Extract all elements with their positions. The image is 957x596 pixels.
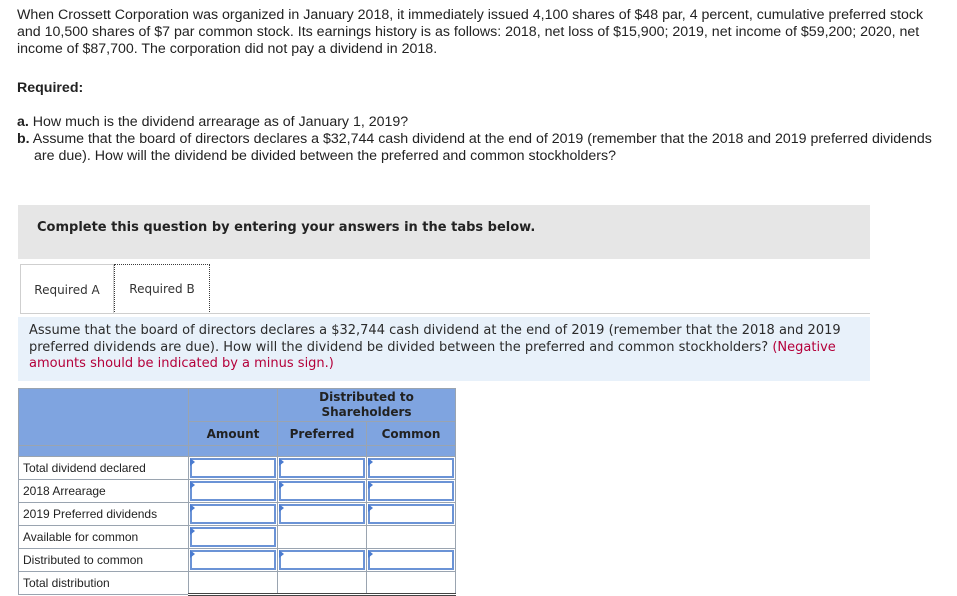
distributed-common-common-input[interactable] bbox=[367, 549, 456, 572]
available-common-empty-cell bbox=[367, 526, 456, 549]
row-label-header bbox=[19, 389, 189, 446]
total-declared-amount-input[interactable] bbox=[189, 457, 278, 480]
preferred-dividends-amount-input[interactable] bbox=[189, 503, 278, 526]
table-row bbox=[19, 480, 456, 503]
total-declared-common-input[interactable] bbox=[367, 457, 456, 480]
requirement-a bbox=[17, 114, 937, 131]
tab-required-b[interactable]: Required B bbox=[114, 264, 210, 314]
arrearage-amount-input[interactable] bbox=[189, 480, 278, 503]
requirement-b bbox=[17, 131, 937, 165]
arrearage-common-input[interactable] bbox=[367, 480, 456, 503]
total-distribution-preferred-cell bbox=[278, 572, 367, 595]
tab-divider bbox=[20, 313, 870, 314]
preferred-dividends-preferred-input[interactable] bbox=[278, 503, 367, 526]
table-row bbox=[19, 572, 456, 595]
table-row bbox=[19, 549, 456, 572]
requirement-b-letter: b. bbox=[17, 131, 30, 147]
requirement-b-text: Assume that the board of directors declares a $32,744 cash dividend at the end of 2019 (remember that the 2018 and 2019 preferred dividends are due). How will the dividend be divided between the preferred and common stockholders? bbox=[32, 131, 932, 164]
tab-required-a[interactable]: Required A bbox=[20, 264, 114, 314]
row-label: Total distribution bbox=[19, 572, 189, 595]
preferred-dividends-common-input[interactable] bbox=[367, 503, 456, 526]
problem-statement: When Crossett Corporation was organized in January 2018, it immediately issued 4,100 shares of $48 par, 4 percent, cumulative preferred stock and 10,500 shares of $7 par common stock. Its earnings history is as follows: 2018, net loss of $15,900; 2019, net income of $59,200; 2020, net income of $87,700. The corporation did not pay a dividend in 2018. bbox=[17, 7, 924, 57]
total-distribution-common-cell bbox=[367, 572, 456, 595]
total-declared-preferred-input[interactable] bbox=[278, 457, 367, 480]
row-label: Distributed to common bbox=[19, 549, 189, 572]
amount-header-spacer bbox=[189, 389, 278, 422]
instructions-text: Assume that the board of directors declares a $32,744 cash dividend at the end of 2019 (remember that the 2018 and 2019 preferred dividends are due). How will the dividend be divided between the preferred and common stockholders? bbox=[29, 323, 841, 355]
distributed-common-preferred-input[interactable] bbox=[278, 549, 367, 572]
negative-amount-note: (Negative amounts should be indicated by a minus sign.) bbox=[29, 339, 836, 371]
banner-text: Complete this question by entering your answers in the tabs below. bbox=[37, 220, 536, 235]
header-spacer bbox=[189, 446, 278, 457]
table-row bbox=[19, 526, 456, 549]
distributed-common-amount-input[interactable] bbox=[189, 549, 278, 572]
available-common-amount-input[interactable] bbox=[189, 526, 278, 549]
question-instructions bbox=[18, 317, 870, 381]
dividend-distribution-table bbox=[18, 388, 456, 596]
tab-bar bbox=[20, 264, 870, 314]
header-spacer bbox=[19, 446, 189, 457]
row-label: Total dividend declared bbox=[19, 457, 189, 480]
available-common-empty-cell bbox=[278, 526, 367, 549]
common-column-header: Common bbox=[367, 422, 456, 446]
requirement-a-text: How much is the dividend arrearage as of January 1, 2019? bbox=[32, 114, 409, 130]
row-label: Available for common bbox=[19, 526, 189, 549]
table-row bbox=[19, 503, 456, 526]
header-spacer bbox=[367, 446, 456, 457]
row-label: 2018 Arrearage bbox=[19, 480, 189, 503]
instructions-banner bbox=[18, 205, 870, 259]
header-spacer bbox=[278, 446, 367, 457]
requirement-a-letter: a. bbox=[17, 114, 29, 130]
row-label: 2019 Preferred dividends bbox=[19, 503, 189, 526]
amount-column-header: Amount bbox=[189, 422, 278, 446]
distributed-to-shareholders-header: Distributed to Shareholders bbox=[278, 389, 456, 422]
total-distribution-amount-cell bbox=[189, 572, 278, 595]
arrearage-preferred-input[interactable] bbox=[278, 480, 367, 503]
preferred-column-header: Preferred bbox=[278, 422, 367, 446]
required-heading: Required: bbox=[17, 80, 84, 96]
table-row bbox=[19, 457, 456, 480]
